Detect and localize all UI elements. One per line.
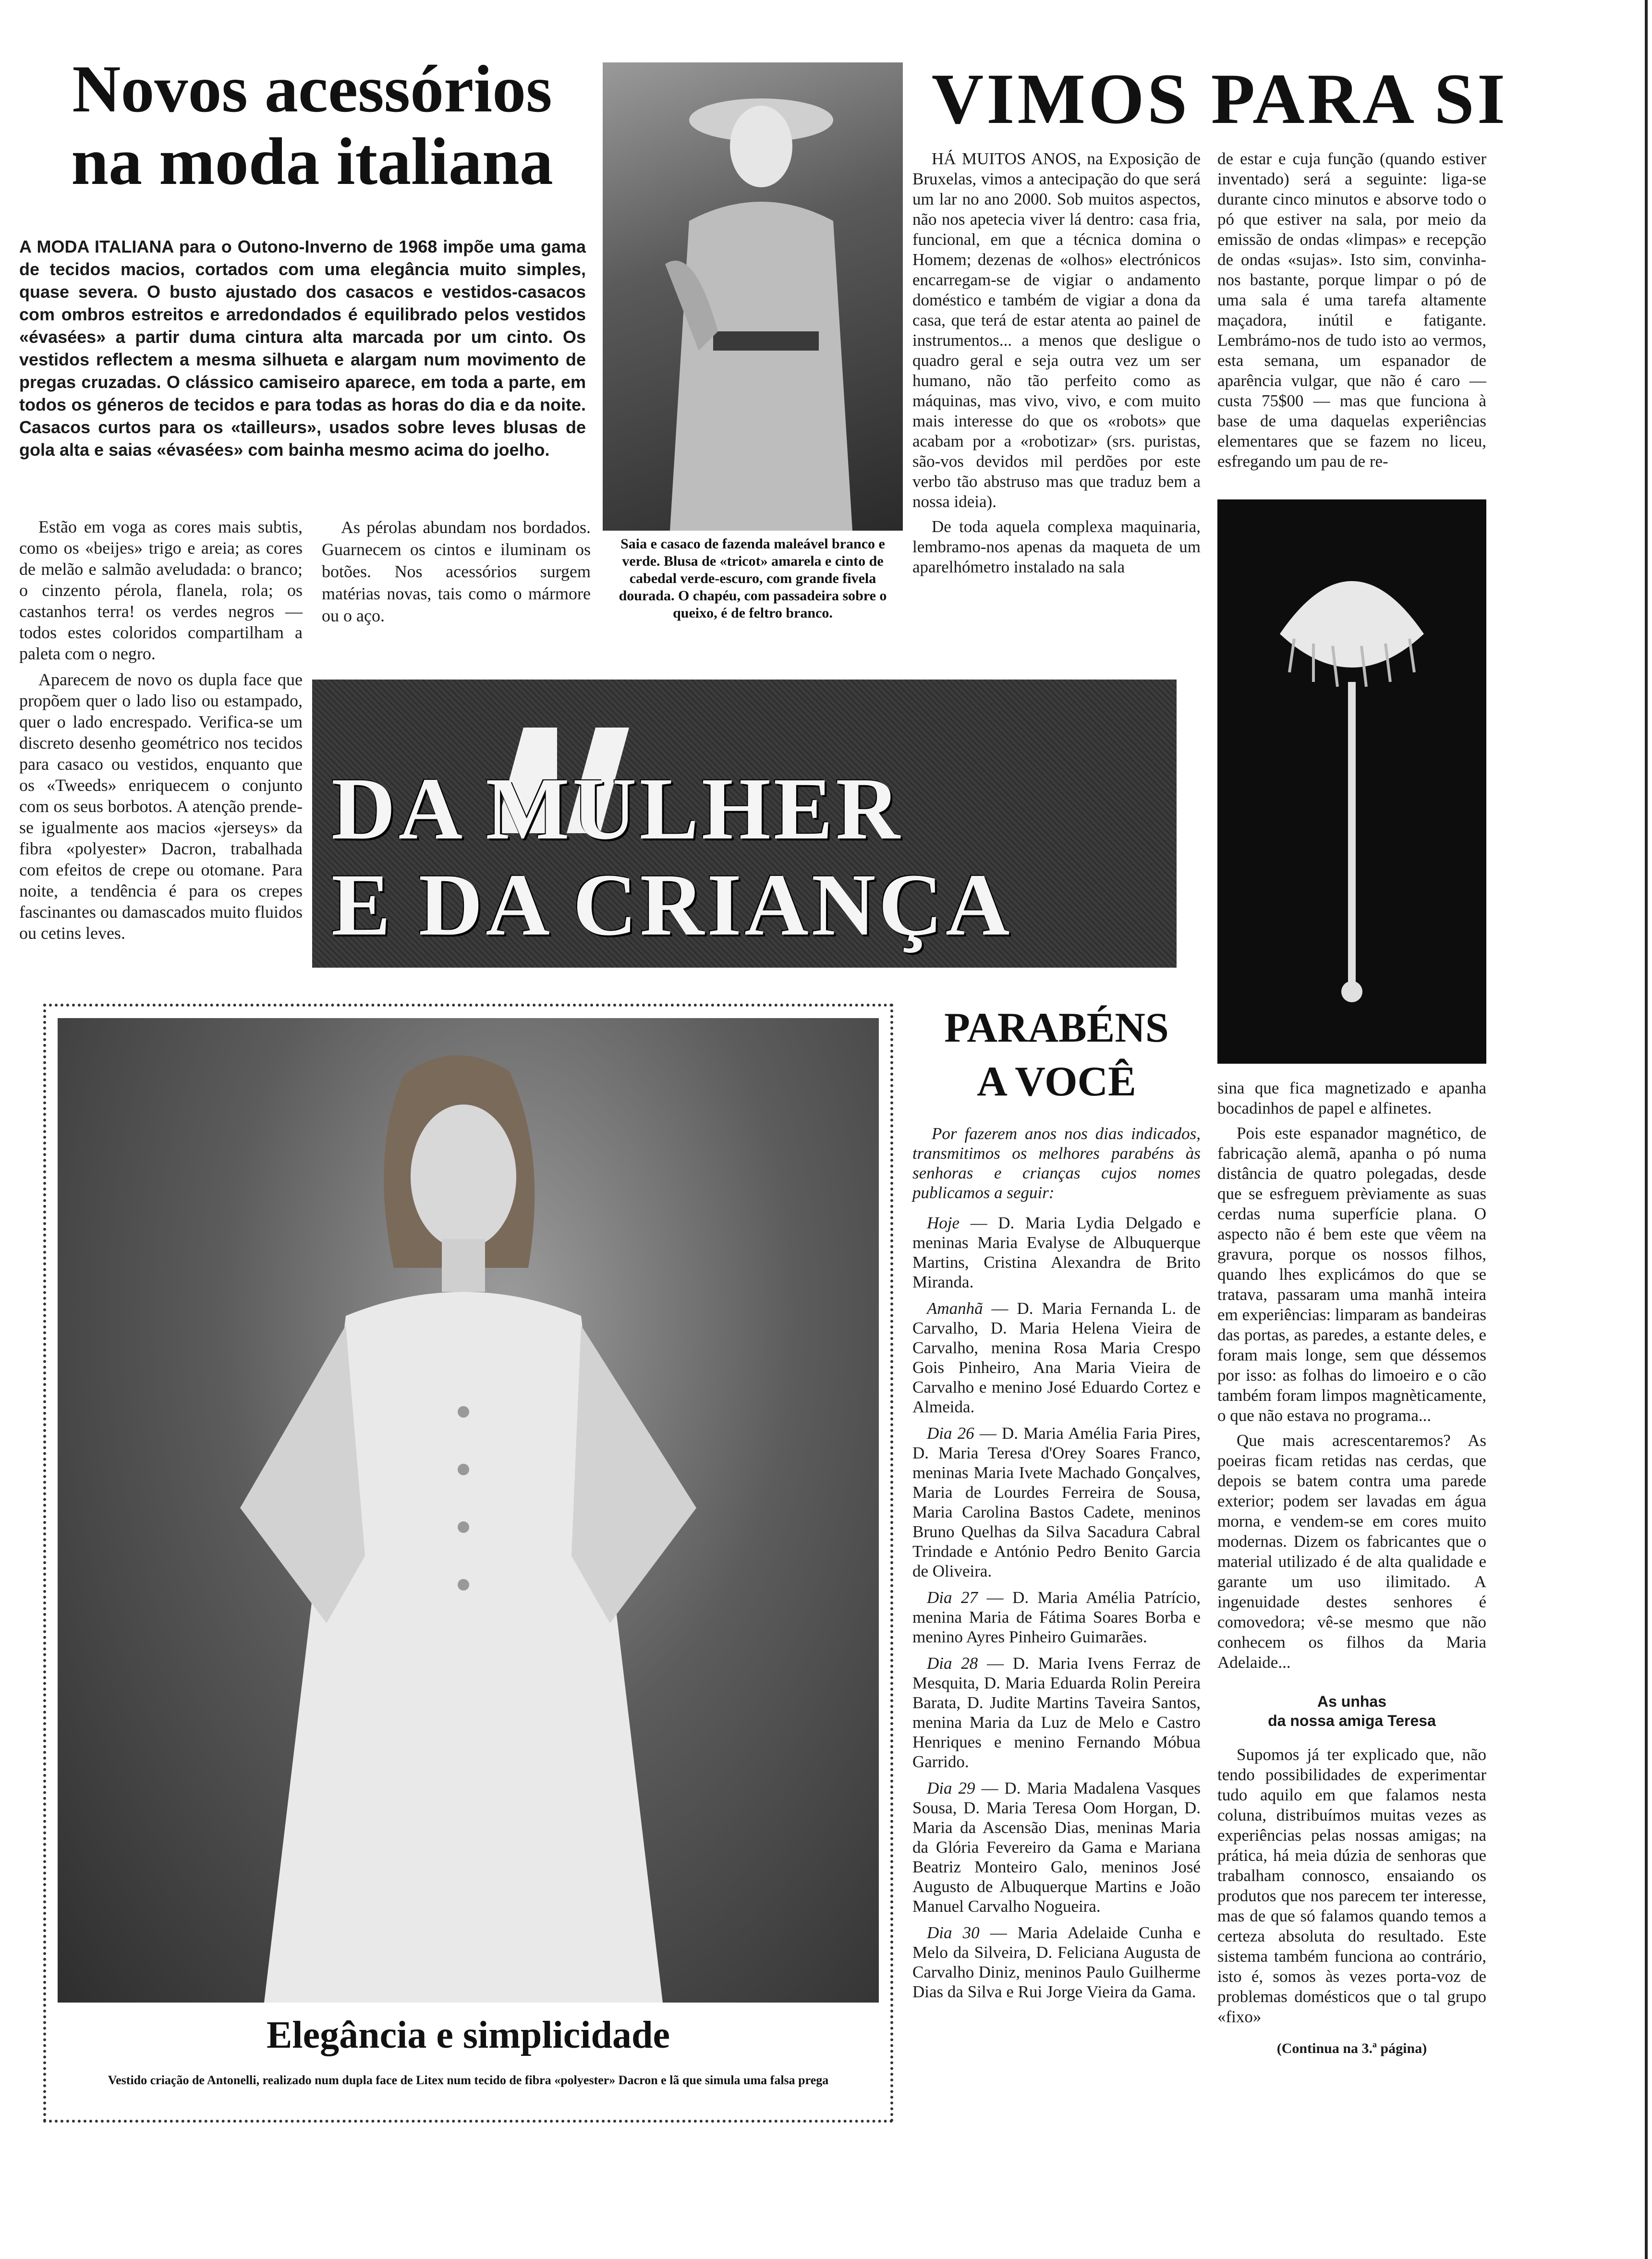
photo-caption-2: Vestido criação de Antonelli, realizado num dupla face de Litex num tecido de fibra «polyester» Dacron e lã que simula uma falsa prega bbox=[108, 2073, 829, 2087]
article-headline bbox=[43, 53, 581, 198]
list-item: Dia 27 — D. Maria Amélia Patrício, menina Maria de Fátima Soares Borba e menino Ayres Pinheiro Guimarães. bbox=[912, 1588, 1201, 1646]
banner-line-1: DA MULHER bbox=[331, 760, 903, 858]
vimos-column-2-cont bbox=[1217, 1078, 1486, 2059]
paragraph: Estão em voga as cores mais subtis, como os «beijes» trigo e areia; as cores de melão e salmão aveludada: o branco; o cinzento pérola, flanela, rola; os castanhos terra! os verdes negros — todos estes coloridos compartilham a paleta com o negro. bbox=[19, 517, 303, 663]
vimos-column-1 bbox=[912, 149, 1201, 582]
list-item: Hoje — D. Maria Lydia Delgado e meninas Maria Evalyse de Albuquerque Martins, Cristina Alexandra de Brito Miranda. bbox=[912, 1214, 1201, 1291]
paragraph: De toda aquela complexa maquinaria, lembramo-nos apenas da maqueta de um aparelhómetro instalado na sala bbox=[912, 517, 1201, 576]
list-item: Dia 30 — Maria Adelaide Cunha e Melo da Silveira, D. Feliciana Augusta de Carvalho Diniz, meninos Paulo Guilherme Dias da Silva e Rui Jorge Vieira da Gama. bbox=[912, 1923, 1201, 2001]
vimos-column-2 bbox=[1217, 149, 1486, 476]
parabens-headline: PARABÉNS A VOCÊ bbox=[944, 1005, 1169, 1105]
paragraph: HÁ MUITOS ANOS, na Exposição de Bruxelas, vimos a antecipação do que será um lar no ano 2000. Sob muitos aspectos, não nos apetecia viver lá dentro: casa fria, funcional, em que a técnica domina o Homem; dezenas de «olhos» electrónicos encarregam-se de vigiar o andamento doméstico e também de vigiar a dona da casa, que terá de estar atenta ao painel de instrumentos... a menos que desligue o quadro geral e seja outra vez um ser humano, não tão perfeito como as máquinas, mas vivo, vivo, e com muito mais interesse do que os «robots» que acabam por a «robotizar» (srs. puristas, são-vos devidos mil perdões por este verbo tão abstruso mas que traduz bem a nossa ideia). bbox=[912, 149, 1201, 511]
paragraph: de estar e cuja função (quando estiver inventado) será a seguinte: liga-se durante cinco minutos e absorve todo o pó que estiver na sala, por meio da emissão de ondas «limpas» e recepção de ondas «sujas». Isto sim, convinha-nos bastante, porque limpar o pó de uma sala é uma tarefa altamente maçadora, inútil e fatigante. Lembrámo-nos de tudo isto ao vermos, esta semana, um espanador de aparência vulgar, que não é caro — custa 75$00 — mas que funciona à base de uma daquelas experiências elementares que se fazem no liceu, esfregando um pau de re- bbox=[1217, 149, 1486, 471]
banner-line-2: E DA CRIANÇA bbox=[331, 856, 1013, 954]
article-column-2 bbox=[322, 516, 591, 632]
parabens-intro: Por fazerem anos nos dias indicados, transmitimos os melhores parabéns às senhoras e crianças cujos nomes publicamos a seguir: bbox=[912, 1124, 1201, 1202]
article-column-1 bbox=[19, 516, 303, 948]
article-lead: A MODA ITALIANA para o Outono-Inverno de 1968 impõe uma gama de tecidos macios, cortados com uma elegância muito simples, quase severa. O busto ajustado dos casacos e vestidos-casacos com ombros estreitos e arredondados é equilibrado pelos vestidos «évasées» a partir duma cintura alta marcada por um cinto. Os vestidos reflectem a mesma silhueta e alargam num movimento de pregas cruzadas. O clássico camiseiro aparece, em toda a parte, em todos os géneros de tecidos e para todas as horas do dia e da noite. Casacos curtos para os «tailleurs», usados sobre leves blusas de gola alta e saias «évasées» com bainha mesmo acima do joelho. bbox=[19, 237, 586, 460]
headline-line-2: na moda italiana bbox=[71, 124, 553, 199]
photo-title: Elegância e simplicidade bbox=[267, 2014, 670, 2056]
paragraph: Pois este espanador magnético, de fabricação alemã, apanha o pó numa distância de quatro polegadas, desde que se esfreguem prèviamente as suas cerdas numa superfície plana. O aspecto não é bem este que vêem na gravura, porque os nossos filhos, quando lhes explicámos do que se tratava, passaram uma manhã inteira em experiências: limparam as bandeiras das portas, as paredes, a estante deles, e foram mais longe, sem que déssemos por isso: as folhas do limoeiro e o cão também foram limpos magnèticamente, o que não estava no programa... bbox=[1217, 1124, 1486, 1425]
vimos-headline: VIMOS PARA SI bbox=[931, 59, 1508, 139]
paragraph: Aparecem de novo os dupla face que propõem quer o lado liso ou estampado, quer o lado encrespado. Verifica-se um discreto desenho geométrico nos tecidos para casaco ou vestidos, enquanto que os «Tweeds» enriquecem o conjunto com os seus borbotos. A atenção prende-se igualmente aos macios «jerseys» da fibra «polyester» Dacron, trabalhada com efeitos de crepe ou otomane. Para noite, a tendência é para os crepes fascinantes ou damascados muito fluidos ou cetins leves. bbox=[19, 670, 303, 943]
list-item: Amanhã — D. Maria Fernanda L. de Carvalho, D. Maria Helena Vieira de Carvalho, menina Rosa Maria Crespo Gois Pinheiro, Ana Maria Vieira de Carvalho e menino José Eduardo Cortez e Almeida. bbox=[912, 1299, 1201, 1416]
banner-text bbox=[331, 761, 1167, 953]
model-figure bbox=[58, 1018, 879, 2003]
paragraph: As pérolas abundam nos bordados. Guarnecem os cintos e iluminam os botões. Nos acessórios surgem matérias novas, tais como o mármore ou o aço. bbox=[322, 518, 591, 625]
duster-icon bbox=[1217, 499, 1486, 1064]
list-item: Dia 28 — D. Maria Ivens Ferraz de Mesquita, D. Maria Eduarda Rolin Pereira Barata, D. Judite Martins Taveira Santos, menina Maria da Luz de Melo e Castro Henriques e menino Fernando Móbua Garrido. bbox=[912, 1654, 1201, 1771]
subhead: As unhas da nossa amiga Teresa bbox=[1268, 1693, 1436, 1729]
list-item: Dia 29 — D. Maria Madalena Vasques Sousa, D. Maria Teresa Oom Horgan, D. Maria da Ascensão Dias, meninas Maria da Glória Fevereiro da Gama e Mariana Beatriz Monteiro Galo, meninos José Augusto de Albuquerque Martins e João Manuel Carvalho Nogueira. bbox=[912, 1779, 1201, 1916]
fashion-photo-dress bbox=[58, 1018, 879, 2003]
photo-caption: Saia e casaco de fazenda maleável branco e verde. Blusa de «tricot» amarela e cinto de cabedal verde-escuro, com grande fivela dourada. O chapéu, com passadeira sobre o queixo, é de feltro branco. bbox=[619, 536, 887, 621]
section-banner bbox=[312, 680, 1177, 968]
fashion-photo-hat bbox=[603, 62, 903, 531]
parabens-column bbox=[912, 1124, 1201, 2008]
paragraph: sina que fica magnetizado e apanha bocadinhos de papel e alfinetes. bbox=[1217, 1079, 1486, 1117]
page-edge-line bbox=[1645, 0, 1648, 2259]
paragraph: Que mais acrescentaremos? As poeiras ficam retidas nas cerdas, que depois se batem contra uma parede exterior; podem ser lavadas em água morna, e vendem-se em cores muito modernas. Dizem os fabricantes que o material utilizado é de alta qualidade e garante um uso ilimitado. A ingenuidade destes senhores é comovedora; vê-se mesmo que não conhecem os filhos da Maria Adelaide... bbox=[1217, 1431, 1486, 1672]
continua-note: (Continua na 3.ª página) bbox=[1276, 2040, 1427, 2056]
headline-line-1: Novos acessórios bbox=[72, 52, 552, 126]
paragraph: Supomos já ter explicado que, não tendo possibilidades de experimentar tudo aquilo em que falamos nesta coluna, distribuímos muitas vezes as experiências pelas nossas amigas; na prática, há meia dúzia de senhoras que trabalham connosco, ensaiando os produtos que nos parecem ter interesse, mas de que só falamos quando temos a certeza absoluta do resultado. Este sistema também funciona ao contrário, isto é, somos às vezes porta-voz de problemas domésticos que o tal grupo «fixo» bbox=[1217, 1745, 1486, 2026]
duster-photo bbox=[1217, 499, 1486, 1064]
list-item: Dia 26 — D. Maria Amélia Faria Pires, D. Maria Teresa d'Orey Soares Franco, meninas Maria Ivete Machado Gonçalves, Maria de Lourdes Ferreira de Sousa, Maria Carolina Bastos Cadete, meninos Bruno Quelhas da Silva Sacadura Cabral Trindade e António Pedro Benito Garcia de Oliveira. bbox=[912, 1424, 1201, 1580]
model-silhouette bbox=[603, 62, 903, 531]
